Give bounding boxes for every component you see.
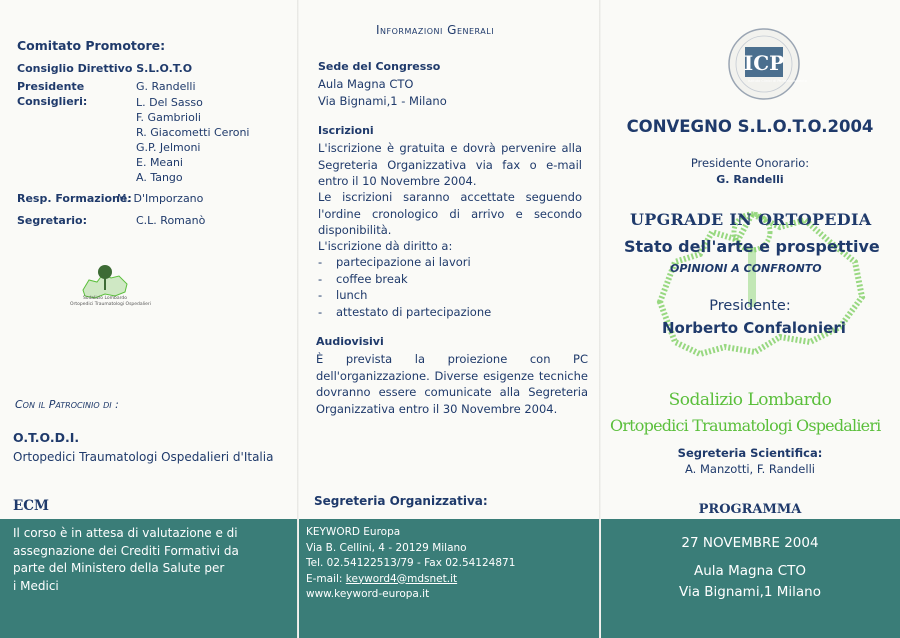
segreteria-sci-label: Segreteria Scientifica: — [677, 446, 823, 460]
event-date: 27 NOVEMBRE 2004 — [681, 535, 819, 551]
otodi-full: Ortopedici Traumatologi Ospedalieri d'Italia — [13, 450, 274, 464]
info-title: Informazioni Generali — [376, 23, 495, 37]
consigliere: R. Giacometti Ceroni — [136, 126, 250, 139]
programma-label: PROGRAMMA — [698, 502, 802, 517]
ecm-title: ECM — [13, 498, 49, 514]
benefits-list — [316, 254, 491, 320]
presidente-name: Norberto Confalonieri — [662, 319, 846, 337]
iscrizioni-title: Iscrizioni — [318, 124, 374, 137]
email-link[interactable]: keyword4@mdsnet.it — [345, 572, 458, 585]
sede-lines: Aula Magna CTO Via Bignami,1 - Milano — [318, 77, 447, 108]
consigliere: F. Gambrioli — [136, 111, 201, 124]
iscrizioni-p2: Le iscrizioni saranno accettate seguendo l'ordine cronologico di arrivo e secondo disponibilità. — [318, 190, 582, 237]
consigliere: G.P. Jelmoni — [136, 141, 201, 154]
sede-title: Sede del Congresso — [318, 60, 441, 73]
consigliere: A. Tango — [136, 171, 183, 184]
presidente-label: Presidente: — [709, 298, 791, 314]
list-item: - coffee break — [316, 271, 491, 288]
consiglio-title: Consiglio Direttivo S.L.O.T.O — [17, 62, 193, 75]
audiovisivi-text: È prevista la proiezione con PC dell'organizzazione. Diverse esigenze tecniche dovranno essere comunicate alla Segreteria Organizzativa entro il 30 Novembre 2004. — [316, 352, 588, 416]
list-item: - attestato di partecipazione — [316, 304, 491, 321]
segreteria-sci-names: A. Manzotti, F. Randelli — [685, 462, 815, 476]
list-item: - partecipazione ai lavori — [316, 254, 491, 271]
presidente-name: G. Randelli — [136, 80, 196, 93]
otodi-name: O.T.O.D.I. — [13, 430, 80, 445]
tagline: OPINIONI A CONFRONTO — [670, 262, 822, 275]
sodalizio-line-2: Ortopedici Traumatologi Ospedalieri — [610, 416, 881, 435]
presidente-onorario-name: G. Randelli — [716, 173, 784, 186]
right-panel — [600, 0, 900, 638]
consigliere: L. Del Sasso — [136, 96, 203, 109]
comitato-title: Comitato Promotore: — [17, 38, 166, 53]
icp-logo — [727, 27, 801, 101]
segretario-name: C.L. Romanò — [136, 214, 206, 227]
website-link[interactable]: www.keyword-europa.it — [306, 588, 430, 600]
subtitle: Stato dell'arte e prospettive — [624, 237, 880, 256]
resp-label: Resp. Formazione: — [17, 192, 132, 205]
presidente-label: Presidente — [17, 80, 85, 93]
logo-caption: Sodalizio Lombardo Ortopedici Traumatologi Ospedalieri — [70, 296, 152, 307]
middle-panel — [298, 0, 600, 638]
sodalizio-line-1: Sodalizio Lombardo — [668, 390, 832, 410]
resp-name: M. D'Imporzano — [117, 192, 204, 205]
patrocinio-title: Con il Patrocinio di : — [15, 398, 119, 411]
ecm-text: Il corso è in attesa di valutazione e di assegnazione dei Crediti Formativi da parte del Ministero della Salute per i Medici — [13, 526, 239, 593]
consiglieri-list — [136, 95, 250, 185]
audiovisivi-title: Audiovisivi — [316, 335, 384, 348]
icp-caption: Istituto Clinici di Perfezionamento — [748, 79, 807, 83]
consigliere: E. Meani — [136, 156, 183, 169]
left-panel — [0, 0, 298, 638]
email-line: E-mail: keyword4@mdsnet.it — [306, 572, 458, 585]
presidente-onorario-label: Presidente Onorario: — [690, 156, 810, 170]
iscrizioni-p3: L'iscrizione dà diritto a: — [318, 239, 453, 253]
iscrizioni-p1: L'iscrizione è gratuita e dovrà pervenire alla Segreteria Organizzativa via fax o e-mail entro il 10 Novembre 2004. — [318, 141, 582, 188]
segreteria-title: Segreteria Organizzativa: — [314, 494, 488, 508]
convegno-title: CONVEGNO S.L.O.T.O.2004 — [626, 117, 874, 136]
segretario-label: Segretario: — [17, 214, 87, 227]
event-venue: Aula Magna CTO — [693, 563, 806, 579]
segreteria-lines: KEYWORD Europa Via B. Cellini, 4 - 20129 Milano Tel. 02.54122513/79 - Fax 02.54124871 E-mail: keyword4@mdsnet.it www.keyword-europa.it — [306, 525, 515, 603]
event-address: Via Bignami,1 Milano — [679, 584, 821, 600]
list-item: - lunch — [316, 287, 491, 304]
svg-text:ICP: ICP — [743, 51, 785, 75]
upgrade-title: UPGRADE IN ORTOPEDIA — [630, 210, 872, 229]
consiglieri-label: Consiglieri: — [17, 95, 88, 108]
